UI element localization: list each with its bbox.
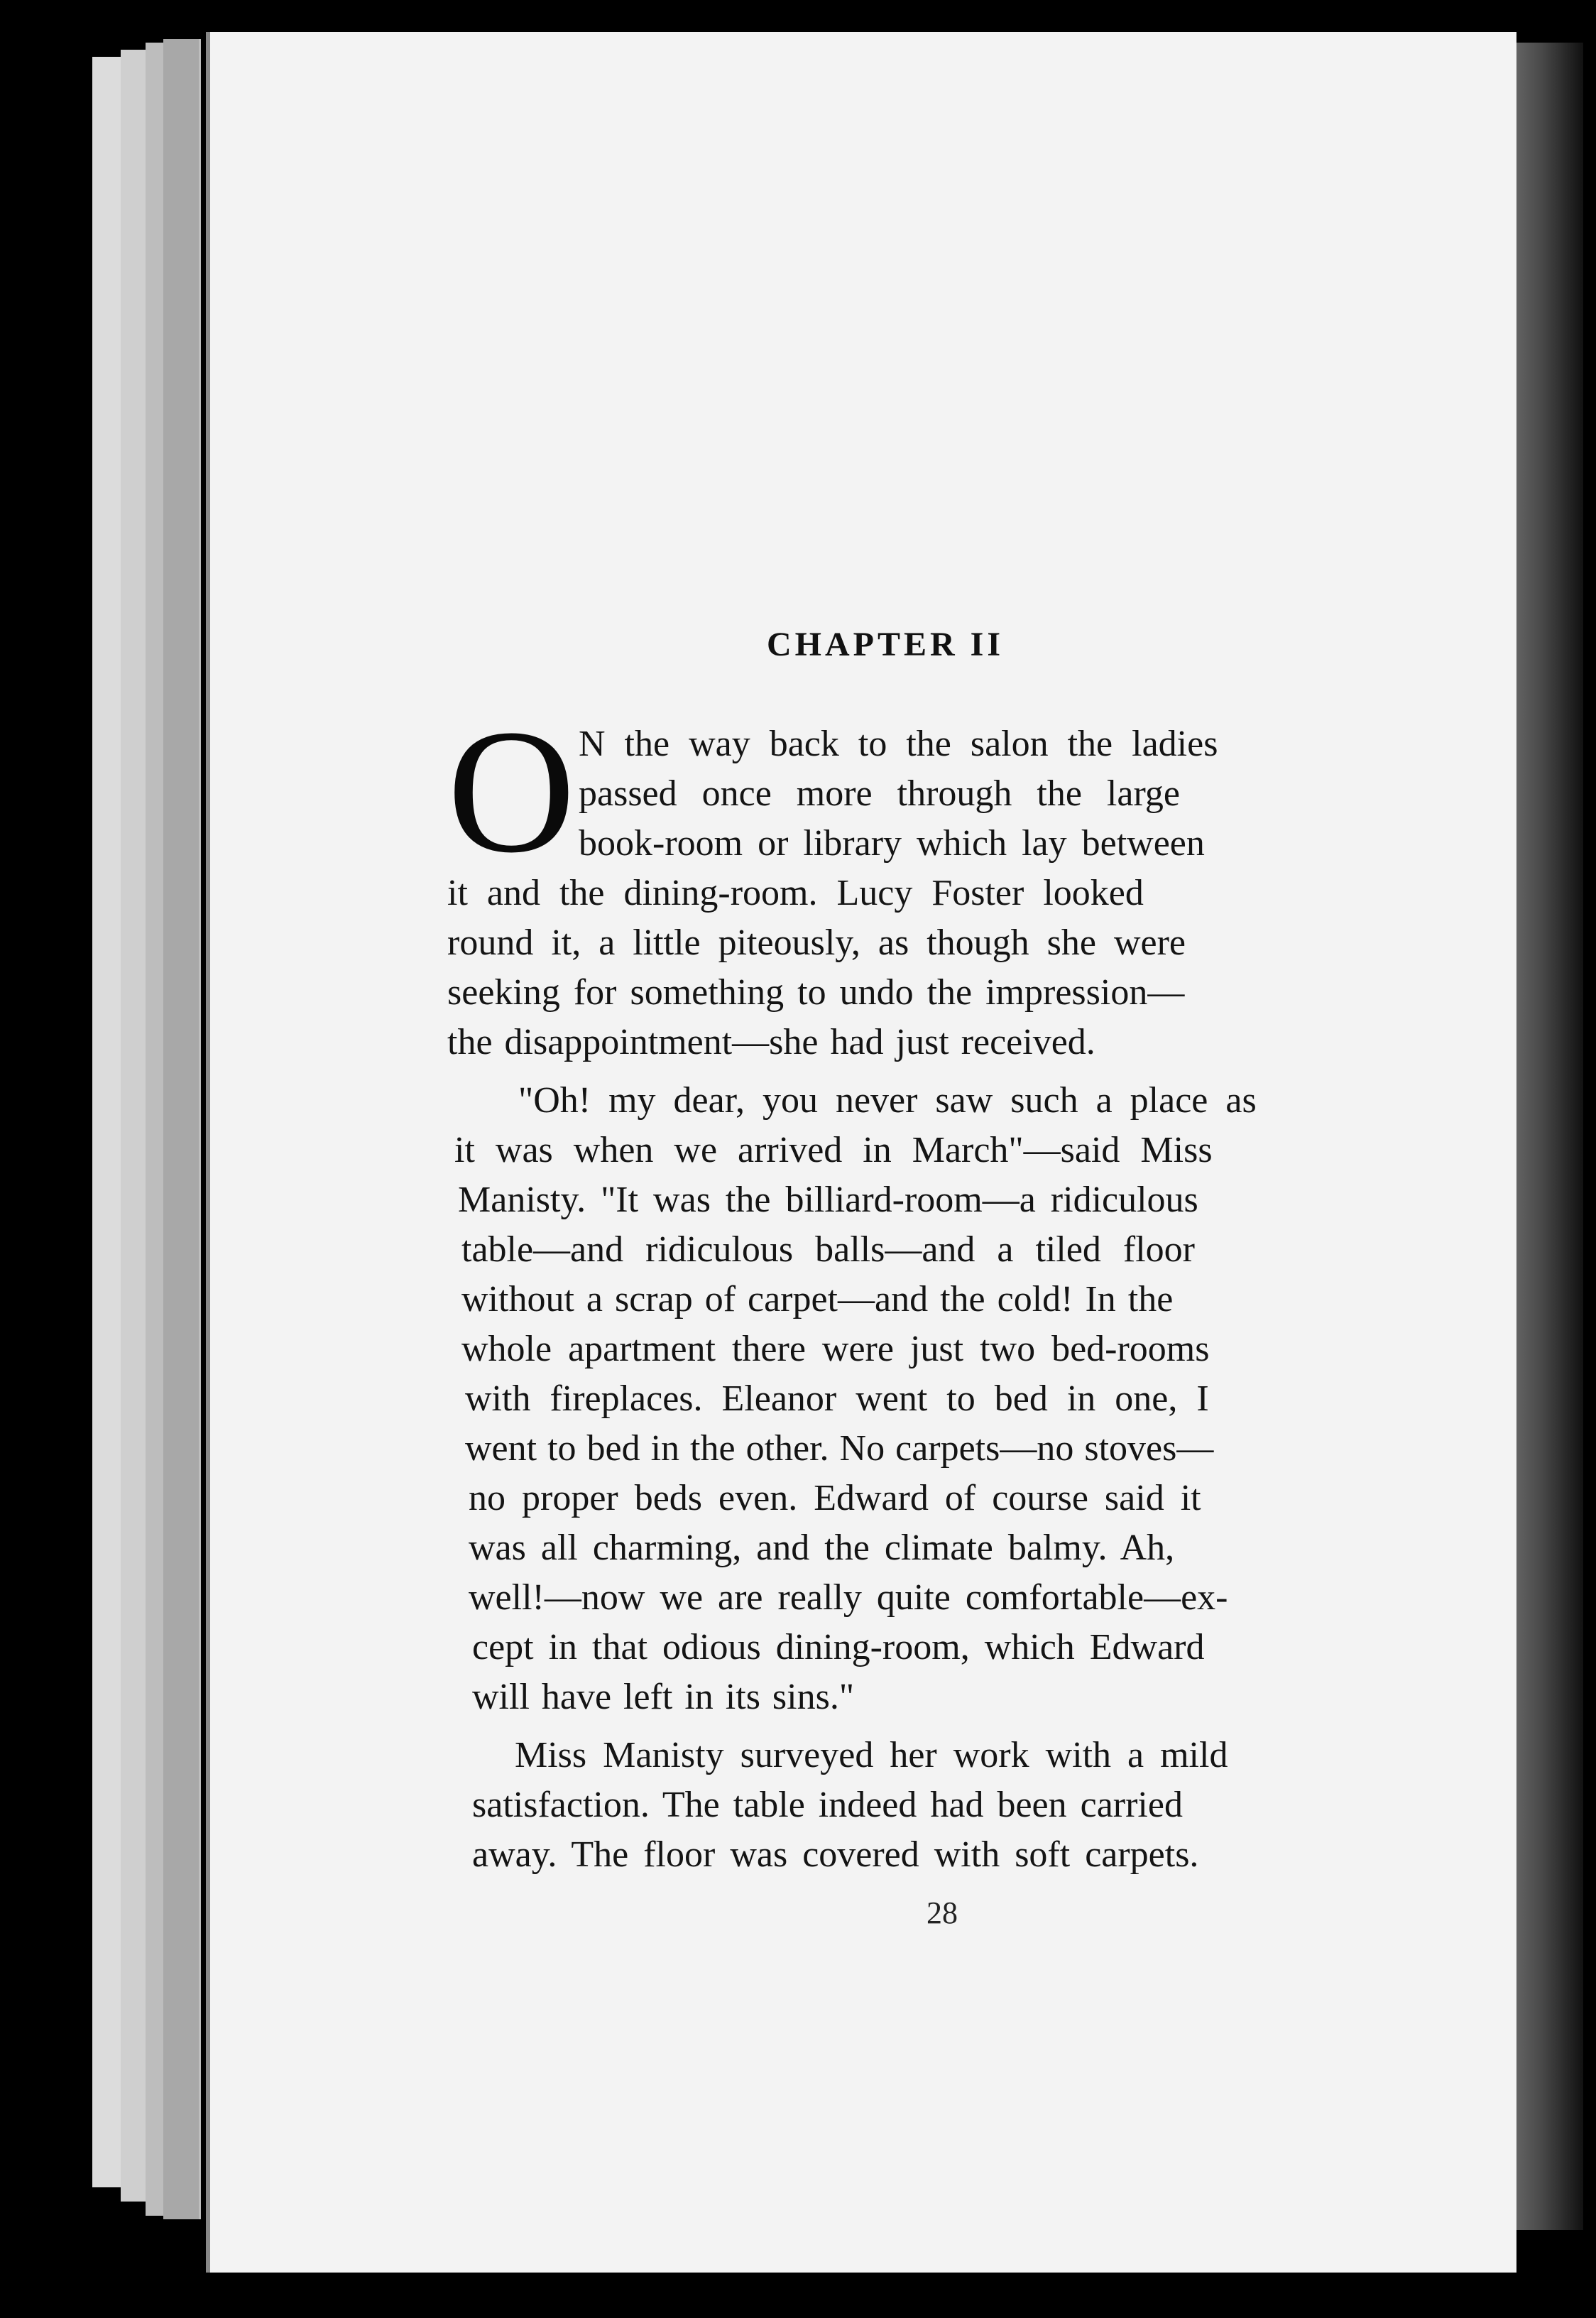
text-line: without a scrap of carpet—and the cold! In the: [461, 1279, 1174, 1319]
chapter-heading: CHAPTER II: [767, 626, 1005, 663]
text-line: "Oh! my dear, you never saw such a place as: [518, 1080, 1257, 1121]
text-line: round it, a little piteously, as though she were: [447, 923, 1186, 963]
text-line: it was when we arrived in March"—said Miss: [454, 1130, 1213, 1170]
text-line: away. The floor was covered with soft carpets.: [472, 1834, 1199, 1875]
text-line: N the way back to the salon the ladies: [579, 724, 1218, 764]
text-line: satisfaction. The table indeed had been carried: [472, 1785, 1183, 1825]
text-line: with fireplaces. Eleanor went to bed in one, I: [465, 1378, 1209, 1419]
text-line: cept in that odious dining-room, which Edward: [472, 1627, 1205, 1667]
text-line: well!—now we are really quite comfortable—ex-: [469, 1577, 1228, 1618]
text-line: was all charming, and the climate balmy. Ah,: [469, 1528, 1175, 1568]
text-line: the disappointment—she had just received.: [447, 1022, 1095, 1062]
page-edge: [163, 39, 201, 2219]
text-line: went to bed in the other. No carpets—no stoves—: [465, 1428, 1214, 1469]
page-number: 28: [927, 1895, 958, 1930]
text-line: Manisty. "It was the billiard-room—a ridiculous: [458, 1180, 1198, 1220]
text-line: it and the dining-room. Lucy Foster looked: [447, 873, 1144, 913]
text-line: whole apartment there were just two bed-rooms: [461, 1329, 1210, 1369]
text-line: no proper beds even. Edward of course said it: [469, 1478, 1201, 1518]
text-line: passed once more through the large: [579, 773, 1180, 814]
text-line: Miss Manisty surveyed her work with a mild: [515, 1735, 1228, 1775]
drop-cap: O: [447, 693, 576, 890]
text-line: table—and ridiculous balls—and a tiled floor: [461, 1229, 1195, 1270]
text-line: book-room or library which lay between: [579, 823, 1205, 864]
text-line: will have left in its sins.": [472, 1677, 855, 1717]
text-line: seeking for something to undo the impression—: [447, 972, 1185, 1013]
